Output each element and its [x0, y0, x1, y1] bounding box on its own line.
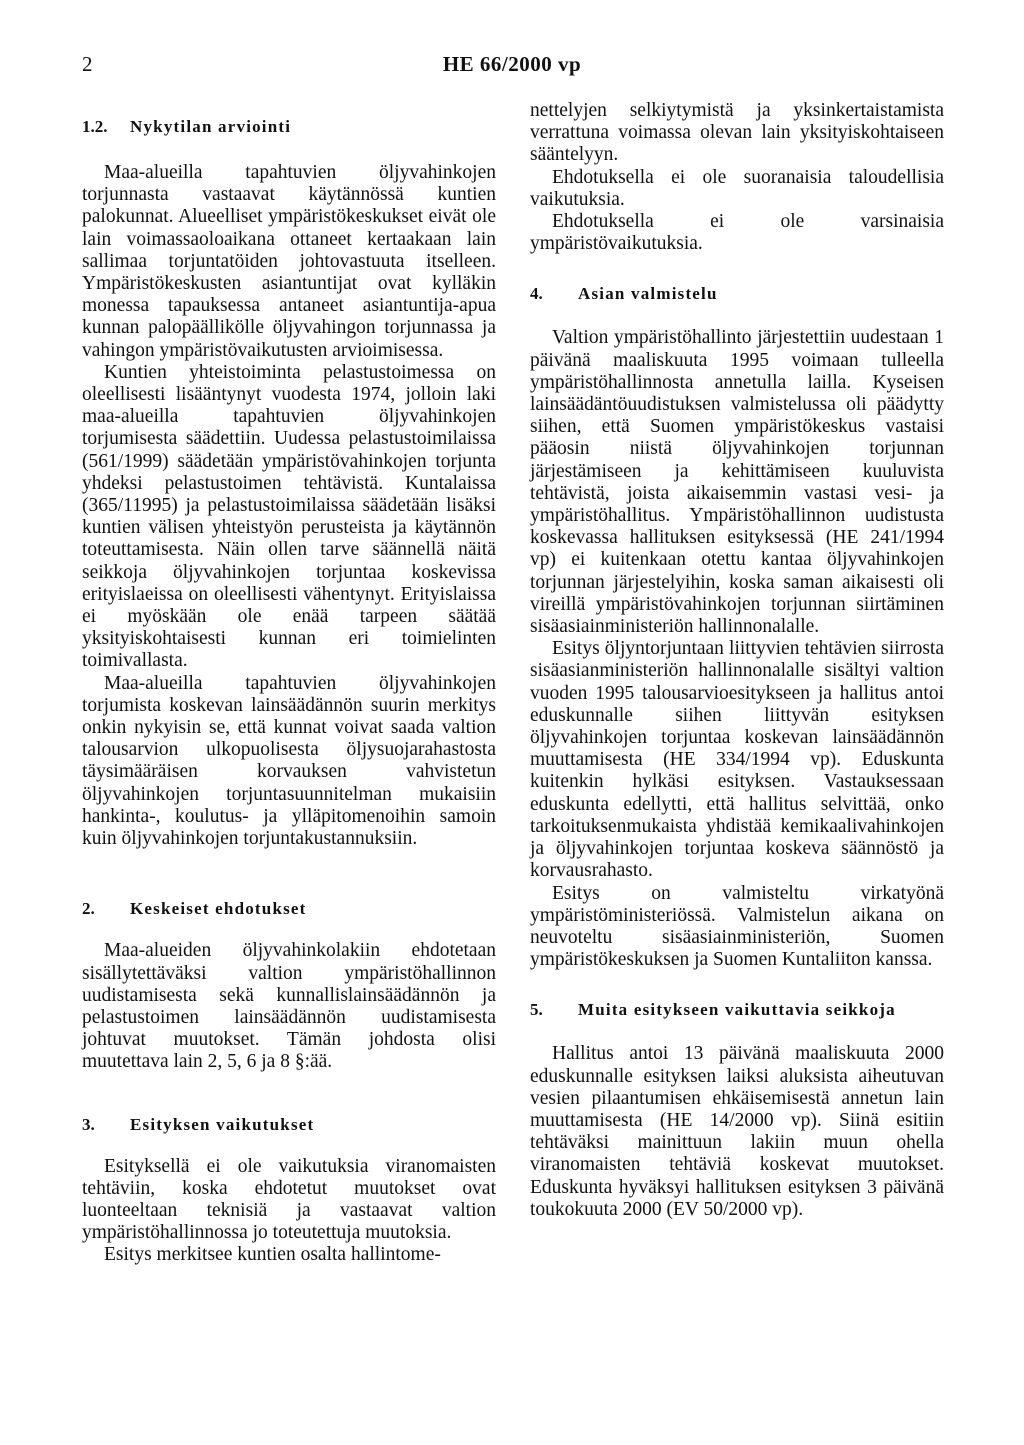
- paragraph: Ehdotuksella ei ole varsinaisia ympäristövaikutuksia.: [530, 211, 944, 255]
- paragraph: Hallitus antoi 13 päivänä maaliskuuta 2000 eduskunnalle esityksen laiksi aluksista aiheutuvan vesien pilaantumisen ehkäisemisestä annetun lain muuttamisesta (HE 14/2000 vp). Siinä esitiin tehtäväksi mainittuun lakiin muun ohella viranomaisten tehtäviä koskevat muutokset. Eduskunta hyväksyi hallituksen esityksen 3 päivänä toukokuuta 2000 (EV 50/2000 vp).: [530, 1043, 944, 1220]
- section-number: 2.: [82, 899, 95, 919]
- left-column: [82, 100, 496, 1267]
- section-number: 1.2.: [82, 117, 108, 136]
- section-title: Esityksen vaikutukset: [130, 1114, 315, 1134]
- section-title: Keskeiset ehdotukset: [130, 899, 307, 919]
- section-heading-1-2: [82, 116, 496, 138]
- section-heading-5: [530, 999, 944, 1021]
- section-heading-3: [82, 1114, 496, 1136]
- section-heading-2: [82, 898, 496, 920]
- paragraph: nettelyjen selkiytymistä ja yksinkertaistamista verrattuna voimassa olevan lain yksityiskohtaiseen sääntelyyn.: [530, 100, 944, 166]
- section-title: Muita esitykseen vaikuttavia seikkoja: [578, 1000, 896, 1020]
- paragraph: Kuntien yhteistoiminta pelastustoimessa on oleellisesti lisääntynyt vuodesta 1974, jolloin laki maa-alueilla tapahtuvien öljyvahinkojen torjumisesta säädettiin. Uudessa pelastustoimilaissa (561/1999) säädetään ympäristövahinkojen torjunta yhdeksi pelastustoimen tehtävistä. Kuntalaissa (365/11995) ja pelastustoimilaissa säädetään lisäksi kuntien välisen yhteistyön perusteista ja käytännön toteuttamisesta. Näin ollen tarve säännellä näitä seikkoja öljyvahinkojen torjuntaa koskevissa erityislaeissa on oleellisesti vähentynyt. Erityislaissa ei myöskään ole enää tarpeen säätää yksityiskohtaisesti kunnan eri toimielinten toimivallasta.: [82, 361, 496, 672]
- paragraph: Maa-alueilla tapahtuvien öljyvahinkojen torjumista koskevan lainsäädännön suurin merkitys onkin nykyisin se, että kunnat voivat saada valtion talousarvion ulkopuolisesta öljysuojarahastosta täysimääräisen korvauksen vahvistetun öljyvahinkojen torjuntasuunnitelman mukaisiin hankinta-, koulutus- ja ylläpitomenoihin samoin kuin öljyvahinkojen torjuntakustannuksiin.: [82, 672, 496, 850]
- paragraph: Esityksellä ei ole vaikutuksia viranomaisten tehtäviin, koska ehdotetut muutokset ovat luonteeltaan teknisiä ja vastaavat valtion ympäristöhallinnossa jo toteutettuja muutoksia.: [82, 1155, 496, 1244]
- section-number: 3.: [82, 1114, 95, 1134]
- section-title: Asian valmistelu: [578, 284, 718, 304]
- paragraph: Esitys merkitsee kuntien osalta hallintome-: [104, 1244, 441, 1266]
- right-column: [530, 100, 944, 1221]
- page-header: [0, 52, 1024, 82]
- section-heading-4: [530, 283, 944, 305]
- page-number: 2: [82, 52, 93, 76]
- paragraph: Esitys on valmisteltu virkatyönä ympäristöministeriössä. Valmistelun aikana on neuvoteltu sisäasiainministeriön, Suomen ympäristökeskuksen ja Suomen Kuntaliiton kanssa.: [530, 882, 944, 971]
- paragraph: Esitys öljyntorjuntaan liittyvien tehtävien siirrosta sisäasianministeriön hallinnonalalle sisältyi valtion vuoden 1995 talousarvioesitykseen ja hallitus antoi eduskunnalle siihen liittyvän esityksen öljyvahinkojen torjuntaa koskevan lainsäädännön muuttamisesta (HE 334/1994 vp). Eduskunta kuitenkin hylkäsi esityksen. Vastauksessaan eduskunta edellytti, että hallitus selvittää, onko tarkoituksenmukaista yhdistää kemikaalivahinkojen ja öljyvahinkojen torjuntaa koskeva säännöstö ja korvausrahasto.: [530, 638, 944, 882]
- paragraph: Ehdotuksella ei ole suoranaisia taloudellisia vaikutuksia.: [530, 166, 944, 210]
- paragraph: Maa-alueiden öljyvahinkolakiin ehdotetaan sisällytettäväksi valtion ympäristöhallinnon uudistamisesta sekä kunnallislainsäädännön ja pelastustoimen lainsäädännön uudistamisesta johtuvat muutokset. Tämän johdosta olisi muutettava lain 2, 5, 6 ja 8 §:ää.: [82, 940, 496, 1073]
- section-number: 4.: [530, 284, 543, 304]
- document-id: HE 66/2000 vp: [442, 52, 582, 76]
- section-title: Nykytilan arviointi: [130, 117, 292, 136]
- section-number: 5.: [530, 1000, 543, 1020]
- paragraph: Valtion ympäristöhallinto järjestettiin uudestaan 1 päivänä maaliskuuta 1995 voimaan tulleella ympäristöhallinnosta annetulla lailla. Kyseisen lainsäädäntöuudistuksen valmistelussa oli päädytty siihen, että Suomen ympäristökeskus vastaisi pääosin niistä öljyvahinkojen torjunnan järjestämiseen ja kehittämiseen kuuluvista tehtävistä, joista aikaisemmin vastasi vesi- ja ympäristöhallitus. Ympäristöhallinnon uudistusta koskevassa hallituksen esityksessä (HE 241/1994 vp) ei kuitenkaan otettu kantaa öljyvahinkojen torjunnan järjestelyihin, koska saman aikaisesti oli vireillä ympäristövahinkojen torjunnan siirtäminen sisäasiainministeriön hallinnonalalle.: [530, 327, 944, 638]
- paragraph: Maa-alueilla tapahtuvien öljyvahinkojen torjunnasta vastaavat käytännössä kuntien palokunnat. Alueelliset ympäristökeskukset eivät ole lain voimassaoloaikana ottaneet kertaakaan lain sallimaa torjuntatöiden johtovastuuta itselleen. Ympäristökeskusten asiantuntijat ovat kylläkin monessa tapauksessa antaneet asiantuntija-apua kunnan palopäällikölle öljyvahingon torjunnassa ja vahingon ympäristövaikutusten arvioimisessa.: [82, 162, 496, 361]
